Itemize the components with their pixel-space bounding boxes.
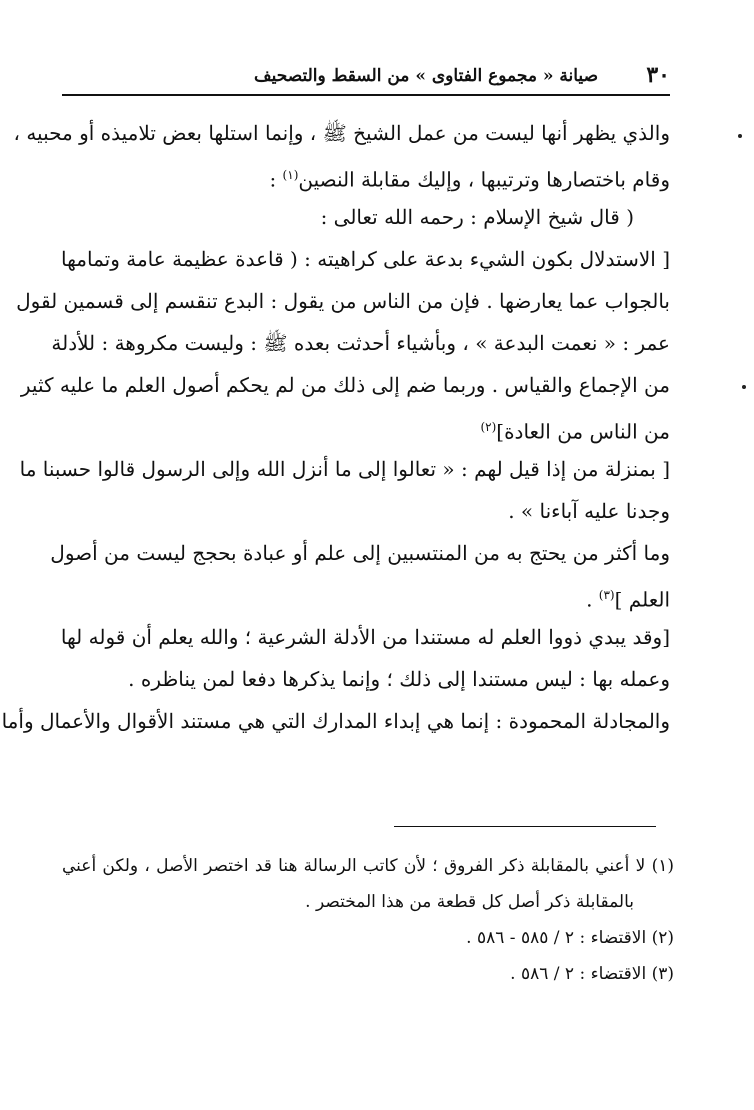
text-line: وعمله بها : ليس مستندا إلى ذلك ؛ وإنما يذكرها دفعا لمن يناظره . bbox=[128, 667, 670, 691]
text-line bbox=[62, 406, 670, 448]
footnotes bbox=[62, 848, 674, 992]
text-line bbox=[62, 154, 670, 196]
text-line bbox=[62, 574, 670, 616]
text-line-content: العلم ] bbox=[614, 587, 670, 612]
page-number: ٣٠ bbox=[646, 62, 670, 88]
footnote-marker: (٣) bbox=[598, 588, 615, 602]
text-line: بالجواب عما يعارضها . فإن من الناس من يقول : البدع تنقسم إلى قسمين لقول bbox=[16, 289, 670, 313]
text-line: ( قال شيخ الإسلام : رحمه الله تعالى : bbox=[320, 205, 634, 229]
text-line: والذي يظهر أنها ليست من عمل الشيخ ﷺ ، وإنما استلها بعض تلاميذه أو محبيه ، bbox=[13, 121, 670, 145]
text-line: [ الاستدلال بكون الشيء بدعة على كراهيته : ( قاعدة عظيمة عامة وتمامها bbox=[60, 247, 670, 271]
footnote: (٣) الاقتضاء : ٢ / ٥٨٦ . bbox=[510, 964, 674, 984]
footnote-marker: (١) bbox=[282, 168, 299, 182]
text-line-content: وقام باختصارها وترتيبها ، وإليك مقابلة النصين bbox=[298, 167, 670, 192]
footnote: (١) لا أعني بالمقابلة ذكر الفروق ؛ لأن كاتب الرسالة هنا قد اختصر الأصل ، ولكن أعني bbox=[62, 856, 674, 876]
margin-dot bbox=[742, 385, 746, 389]
text-line: وما أكثر من يحتج به من المنتسبين إلى علم أو عبادة بحجج ليست من أصول bbox=[50, 541, 670, 565]
text-line: وجدنا عليه آباءنا » . bbox=[508, 499, 670, 523]
text-line-content: من الناس من العادة] bbox=[496, 419, 670, 444]
page-header bbox=[62, 60, 670, 96]
footnote-marker: (٢) bbox=[480, 420, 497, 434]
text-line: [وقد يبدي ذووا العلم له مستندا من الأدلة الشرعية ؛ والله يعلم أن قوله لها bbox=[60, 625, 670, 649]
text-line: من الإجماع والقياس . وربما ضم إلى ذلك من لم يحكم أصول العلم ما عليه كثير bbox=[20, 373, 670, 397]
text-line: والمجادلة المحمودة : إنما هي إبداء المدارك التي هي مستند الأقوال والأعمال وأما bbox=[1, 709, 670, 733]
running-title: صيانة « مجموع الفتاوى » من السقط والتصحيف bbox=[254, 66, 598, 86]
text-line-tail: . bbox=[586, 587, 599, 612]
footnote: (٢) الاقتضاء : ٢ / ٥٨٥ - ٥٨٦ . bbox=[466, 928, 674, 948]
footnote-continuation: بالمقابلة ذكر أصل كل قطعة من هذا المختصر . bbox=[305, 892, 634, 912]
text-line-tail: : bbox=[269, 167, 283, 192]
margin-dot bbox=[738, 134, 742, 138]
main-text bbox=[1, 112, 670, 742]
text-line: عمر : « نعمت البدعة » ، وبأشياء أحدثت بعده ﷺ : وليست مكروهة : للأدلة bbox=[51, 331, 670, 355]
footnote-separator bbox=[394, 826, 656, 827]
text-line: [ بمنزلة من إذا قيل لهم : « تعالوا إلى ما أنزل الله وإلى الرسول قالوا حسبنا ما bbox=[19, 457, 670, 481]
